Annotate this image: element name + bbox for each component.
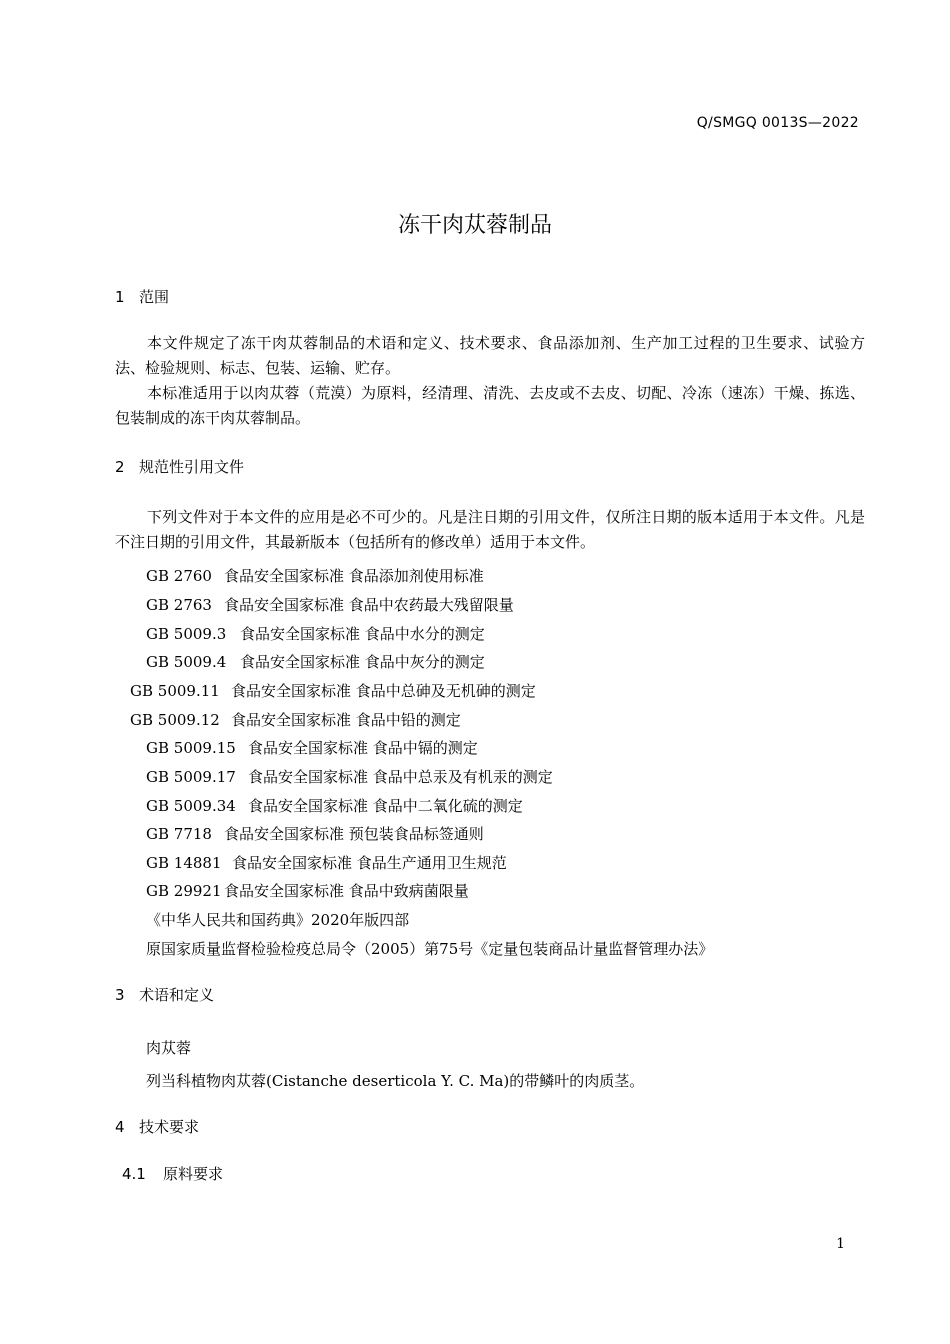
reference-title: 食品安全国家标准 食品中铅的测定	[231, 711, 461, 729]
reference-code: GB 2763	[146, 596, 212, 614]
reference-code: GB 5009.3	[146, 625, 227, 643]
section-1-heading	[115, 286, 169, 307]
reference-item	[146, 737, 478, 758]
page-number: 1	[836, 1236, 845, 1252]
document-title: 冻干肉苁蓉制品	[397, 213, 552, 238]
section-4-1-heading	[122, 1163, 223, 1184]
reference-code: GB 5009.4	[146, 653, 227, 671]
reference-item	[146, 594, 514, 615]
subsection-number: 4.1	[122, 1165, 146, 1183]
section-title: 技术要求	[139, 1118, 200, 1136]
section-1-paragraph-1: 本文件规定了冻干肉苁蓉制品的术语和定义、技术要求、食品添加剂、生产加工过程的卫生要求、试验方法、检验规则、标志、包装、运输、贮存。	[115, 334, 865, 377]
reference-item	[146, 623, 485, 644]
reference-item	[146, 766, 553, 787]
reference-title: 食品安全国家标准 食品中灰分的测定	[240, 653, 485, 671]
reference-code: GB 5009.15	[146, 739, 236, 757]
section-2-heading	[115, 456, 244, 477]
section-1-paragraph-2: 本标准适用于以肉苁蓉（荒漠）为原料，经清理、清洗、去皮或不去皮、切配、冷冻（速冻）干燥、拣选、包装制成的冻干肉苁蓉制品。	[115, 384, 865, 427]
reference-item	[146, 852, 507, 873]
reference-code: GB 5009.17	[146, 768, 236, 786]
reference-title: 食品安全国家标准 食品中二氧化硫的测定	[248, 797, 523, 815]
section-4-heading	[115, 1116, 199, 1137]
section-number: 4	[115, 1118, 125, 1136]
reference-item	[146, 651, 485, 672]
reference-code: GB 2760	[146, 567, 212, 585]
subsection-title: 原料要求	[163, 1165, 224, 1183]
reference-title: 食品安全国家标准 食品中农药最大残留限量	[224, 596, 514, 614]
reference-title: 食品安全国家标准 食品中水分的测定	[240, 625, 485, 643]
reference-item	[130, 680, 536, 701]
reference-code: GB 7718	[146, 825, 212, 843]
reference-code: GB 14881	[146, 854, 222, 872]
reference-pharmacopoeia: 《中华人民共和国药典》2020年版四部	[146, 911, 410, 929]
reference-regulation: 原国家质量监督检验检疫总局令（2005）第75号《定量包装商品计量监督管理办法》	[146, 940, 714, 958]
reference-code: GB 5009.12	[130, 711, 220, 729]
reference-title: 食品安全国家标准 食品生产通用卫生规范	[232, 854, 507, 872]
section-number: 3	[115, 986, 125, 1004]
reference-item	[146, 795, 523, 816]
reference-title: 食品安全国家标准 食品添加剂使用标准	[224, 567, 484, 585]
reference-title: 食品安全国家标准 食品中镉的测定	[248, 739, 478, 757]
section-title: 术语和定义	[139, 986, 215, 1004]
term-definition: 列当科植物肉苁蓉(Cistanche deserticola Y. C. Ma)的带鳞叶的肉质茎。	[146, 1072, 645, 1090]
reference-title: 食品安全国家标准 食品中总汞及有机汞的测定	[248, 768, 553, 786]
reference-title: 食品安全国家标准 预包装食品标签通则	[224, 825, 484, 843]
reference-code: GB 5009.34	[146, 797, 236, 815]
reference-title: 食品安全国家标准 食品中总砷及无机砷的测定	[231, 682, 536, 700]
reference-item	[130, 709, 461, 730]
reference-code: GB 29921	[146, 882, 222, 900]
section-2-intro: 下列文件对于本文件的应用是必不可少的。凡是注日期的引用文件，仅所注日期的版本适用于本文件。凡是不注日期的引用文件，其最新版本（包括所有的修改单）适用于本文件。	[115, 508, 865, 551]
section-number: 2	[115, 458, 125, 476]
document-code: Q/SMGQ 0013S—2022	[696, 115, 859, 131]
reference-title: 食品安全国家标准 食品中致病菌限量	[224, 882, 469, 900]
section-number: 1	[115, 288, 125, 306]
section-3-heading	[115, 984, 214, 1005]
section-title: 范围	[139, 288, 170, 306]
reference-code: GB 5009.11	[130, 682, 220, 700]
reference-item	[146, 565, 484, 586]
reference-item	[146, 880, 469, 901]
reference-item	[146, 823, 484, 844]
term-name: 肉苁蓉	[146, 1039, 192, 1057]
section-title: 规范性引用文件	[139, 458, 245, 476]
